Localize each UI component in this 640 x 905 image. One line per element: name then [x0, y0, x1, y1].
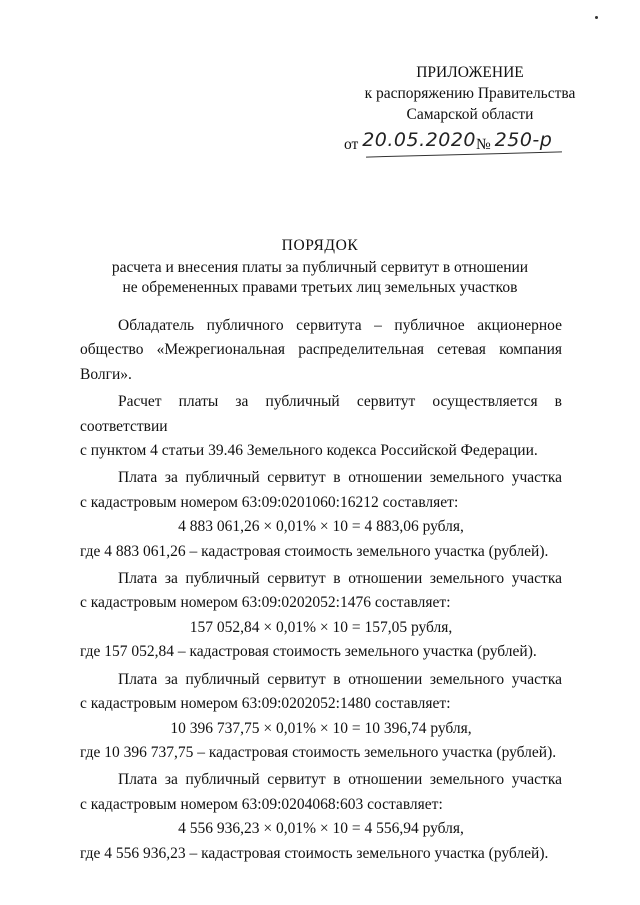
handwritten-date: 20.05.2020: [362, 129, 476, 151]
parcel-block-2: [80, 567, 562, 665]
date-prefix: от: [344, 136, 359, 153]
appendix-line-3: Самарской области: [406, 106, 534, 123]
parcel-block-4: [80, 768, 562, 866]
parcel-formula-4: 4 556 936,23 × 0,01% × 10 = 4 556,94 рубля,: [178, 820, 464, 838]
parcel-lead-4: Плата за публичный сервитут в отношении земельного участка: [118, 771, 562, 789]
title-line-2: расчета и внесения платы за публичный сервитут в отношении: [111, 259, 529, 276]
appendix-line-2: к распоряжению Правительства: [364, 85, 576, 102]
parcel-lead-1: Плата за публичный сервитут в отношении земельного участка: [118, 469, 562, 487]
parcel-block-1: [80, 466, 562, 564]
appendix-header: [340, 62, 600, 125]
intro-line-3: Расчет платы за публичный сервитут осуществляется в соответствии: [80, 393, 562, 435]
scan-speck: [595, 16, 598, 19]
order-date-line: [344, 129, 553, 156]
title-line-3: не обремененных правами третьих лиц земельных участков: [122, 279, 518, 296]
intro-line-4: с пунктом 4 статьи 39.46 Земельного кодекса Российской Федерации.: [80, 442, 538, 460]
handwritten-number: 250-р: [494, 129, 553, 151]
appendix-title: ПРИЛОЖЕНИЕ: [416, 64, 524, 81]
date-underline: [366, 151, 562, 157]
title-heading: ПОРЯДОК: [281, 237, 359, 254]
document-title: [100, 236, 540, 298]
parcel-cadastral-2: с кадастровым номером 63:09:0202052:1476 составляет:: [80, 594, 451, 612]
parcel-cadastral-1: с кадастровым номером 63:09:0201060:16212 составляет:: [80, 493, 459, 511]
parcel-cadastral-3: с кадастровым номером 63:09:0202052:1480 составляет:: [80, 695, 451, 713]
parcel-formula-2: 157 052,84 × 0,01% × 10 = 157,05 рубля,: [189, 618, 453, 636]
parcel-where-4: где 4 556 936,23 – кадастровая стоимость земельного участка (рублей).: [80, 844, 549, 862]
document-body: [80, 314, 562, 866]
parcel-where-1: где 4 883 061,26 – кадастровая стоимость земельного участка (рублей).: [80, 542, 549, 560]
parcel-lead-3: Плата за публичный сервитут в отношении земельного участка: [118, 670, 562, 688]
parcel-block-3: [80, 668, 562, 766]
number-sign: №: [476, 136, 491, 153]
parcel-formula-3: 10 396 737,75 × 0,01% × 10 = 10 396,74 рубля,: [170, 719, 472, 737]
parcel-where-3: где 10 396 737,75 – кадастровая стоимость земельного участка (рублей).: [80, 743, 557, 761]
parcel-lead-2: Плата за публичный сервитут в отношении земельного участка: [118, 570, 562, 588]
parcel-where-2: где 157 052,84 – кадастровая стоимость земельного участка (рублей).: [80, 643, 537, 661]
intro-line-2: общество «Межрегиональная распределительная сетевая компания Волги».: [80, 341, 562, 383]
parcel-formula-1: 4 883 061,26 × 0,01% × 10 = 4 883,06 рубля,: [178, 518, 464, 536]
parcel-cadastral-4: с кадастровым номером 63:09:0204068:603 составляет:: [80, 795, 443, 813]
intro-line-1: Обладатель публичного сервитута – публичное акционерное: [118, 317, 562, 334]
